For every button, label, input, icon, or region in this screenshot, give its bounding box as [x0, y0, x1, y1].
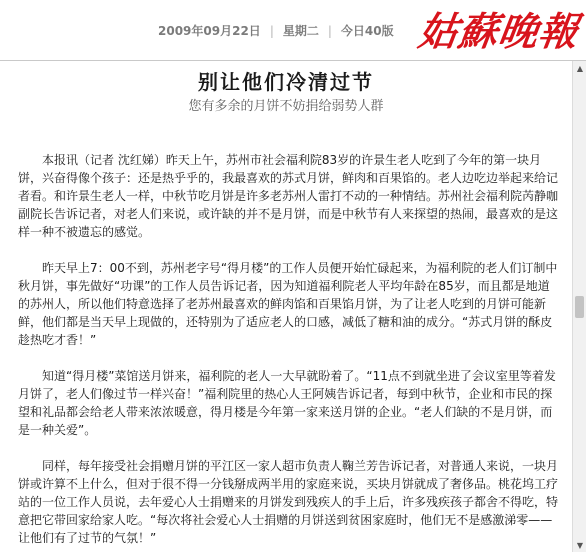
article-title: 别让他们冷清过节 [198, 70, 374, 94]
scrollbar-thumb[interactable] [575, 296, 584, 318]
article-body [18, 151, 558, 552]
article-paragraph: 本报讯（记者 沈红娣）昨天上午，苏州市社会福利院83岁的许景生老人吃到了今年的第一块月饼，兴奋得像个孩子：还是热乎乎的，我最喜欢的苏式月饼，鲜肉和百果馅的。老人边吃边举起来给记者看。和许景生老人一样，中秋节吃月饼是许多老苏州人雷打不动的一种情结。苏州社会福利院芮静咖副院长告诉记者，对老人们来说，或许缺的并不是月饼，而是中秋节有人来探望的热闹，最喜欢的是这样一种不被遗忘的感觉。 [18, 153, 559, 239]
masthead [0, 0, 586, 61]
separator: | [269, 23, 274, 38]
logo-text: 姑蘇晚報 [415, 9, 582, 55]
separator: | [327, 23, 332, 38]
scroll-down-icon[interactable]: ▼ [576, 540, 584, 550]
issue-info-bar [158, 22, 394, 39]
article-paragraph: 昨天早上7：00不到，苏州老字号“得月楼”的工作人员便开始忙碌起来，为福利院的老人们订制中秋月饼，事先做好“功课”的工作人员告诉记者，因为知道福利院老人平均年龄在85岁，而且都是地道的苏州人，所以他们特意选择了老苏州最喜欢的鲜肉馅和百果馅月饼，为了让老人吃到的月饼可能新鲜，他们都是当天早上现做的，还特别为了适应老人的口感，减低了糖和油的成分。“苏式月饼的酥皮趁热吃才香！” [18, 261, 558, 347]
article-paragraph: 知道“得月楼”菜馆送月饼来，福利院的老人一大早就盼着了。“11点不到就坐进了会议室里等着发月饼了，老人们像过节一样兴奋！”福利院里的热心人王阿姨告诉记者，每到中秋节，企业和市民的探望和礼品都会给老人带来浓浓暖意，得月楼是今年第一家来送月饼的企业。“老人们缺的不是月饼，而是一种关爱”。 [18, 369, 556, 437]
newspaper-logo [415, 6, 583, 55]
article-subtitle: 您有多余的月饼不妨捐给弱势人群 [188, 99, 384, 114]
scroll-up-icon[interactable]: ▲ [576, 63, 584, 73]
vertical-scrollbar[interactable] [572, 61, 586, 552]
issue-weekday: 星期二 [282, 24, 319, 38]
article-paragraph: 同样，每年接受社会捐赠月饼的平江区一家人超市负责人鞠兰芳告诉记者，对普通人来说，一块月饼或许算不上什么，但对于很不得一分钱掰成两半用的家庭来说，买块月饼就成了奢侈品。桃花坞工疗站的一位工作人员说，去年爱心人士捐赠来的月饼发到残疾人的手上后，许多残疾孩子都舍不得吃，特意把它带回家给家人吃。“每次将社会爱心人士捐赠的月饼送到贫困家庭时，他们无不是感激涕零——让他们有了过节的气氛！” [18, 459, 559, 545]
edition-link[interactable]: 今日40版 [340, 24, 394, 38]
article-panel [0, 61, 572, 552]
issue-date: 2009年09月22日 [158, 24, 261, 38]
